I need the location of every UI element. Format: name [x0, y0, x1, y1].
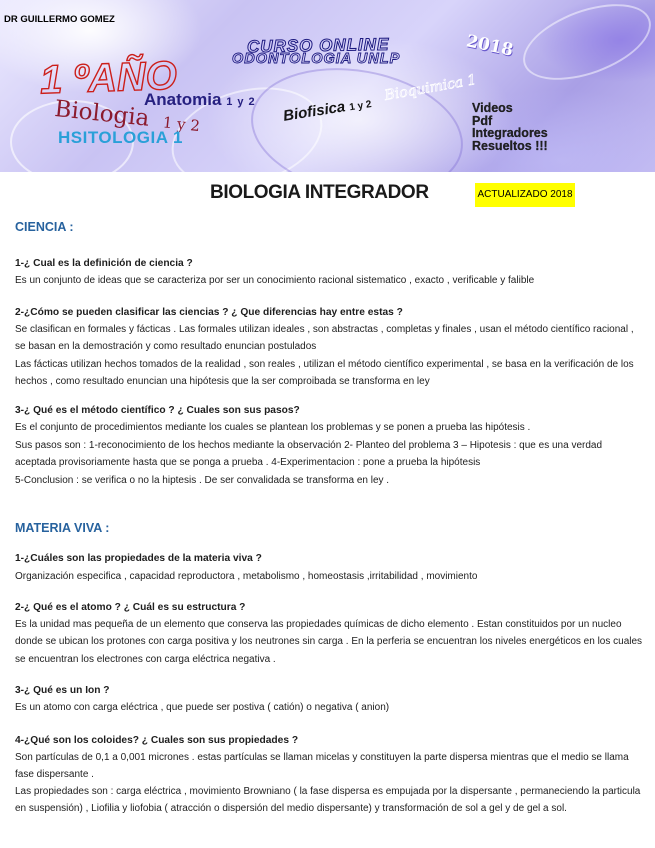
- question-title: 3-¿ Qué es un Ion ?: [15, 685, 110, 696]
- subject-anatomia-label: Anatomia: [144, 90, 222, 109]
- header-banner: [0, 0, 655, 172]
- section-heading: MATERIA VIVA :: [15, 521, 110, 535]
- subject-bioquimica: Bioquimica 1: [383, 72, 478, 104]
- subject-biologia-label: Biologia: [53, 96, 151, 132]
- grade-label: 1 ºAÑO: [39, 53, 178, 103]
- question-title: 2-¿Cómo se pueden clasificar las ciencias ? ¿ Que diferencias hay entre estas ?: [15, 307, 403, 318]
- answer-text: Son partículas de 0,1 a 0,001 micrones . estas partículas se llaman micelas y constituyen la parte dispersa mientras que el medio se llama fase dispersante .: [15, 752, 629, 781]
- resource-item: Resueltos !!!: [472, 138, 548, 153]
- author-name: DR GUILLERMO GOMEZ: [4, 14, 115, 25]
- subject-biofisica-levels: 1 y 2: [348, 99, 373, 114]
- answer-text: Es un conjunto de ideas que se caracteriza por ser un conocimiento racional sistematico , exacto , verificable y falible: [15, 275, 535, 286]
- question-title: 2-¿ Qué es el atomo ? ¿ Cuál es su estructura ?: [15, 602, 246, 613]
- answer-text: Se clasifican en formales y fácticas . Las formales utilizan ideales , son abstractas , completas y finales , usan el método científico racional , se basan en la demostración y como resultado enuncian postulados: [15, 324, 634, 353]
- resource-item: Pdf: [472, 113, 493, 128]
- resource-item: Integradores: [472, 126, 548, 140]
- subject-histologia: HSITOLOGIA 1: [58, 128, 184, 147]
- question-title: 1-¿Cuáles son las propiedades de la materia viva ?: [15, 553, 262, 564]
- question-title: 4-¿Qué son los coloides? ¿ Cuales son sus propiedades ?: [15, 735, 299, 746]
- answer-text: Es un atomo con carga eléctrica , que puede ser postiva ( catión) o negativa ( anion): [15, 702, 390, 713]
- course-subtitle: ODONTOLOGIA UNLP: [232, 51, 401, 67]
- section-heading: CIENCIA :: [15, 220, 74, 234]
- page-title: BIOLOGIA INTEGRADOR: [210, 182, 429, 203]
- answer-text: Las fácticas utilizan hechos tomados de la realidad , son reales , utilizan el método científico experimental , se basa en la verificación de los hechos , como resultado enuncian una hipótesis que la ser comproibada se transforma en ley: [15, 359, 634, 388]
- resources-list: [472, 102, 548, 152]
- answer-text: Sus pasos son : 1-reconocimiento de los hechos mediante la observación 2- Planteo del problema 3 – Hipotesis : que es una verdad aceptada provisoriamente hasta que se ponga a prueba . 4-Experimentacion : pone a prueba la hipótesis: [15, 440, 603, 469]
- question-title: 1-¿ Cual es la definición de ciencia ?: [15, 258, 193, 269]
- answer-text: Las propiedades son : carga eléctrica , movimiento Browniano ( la fase dispersa es empujada por la dispersante , permaneciendo la particula en suspensión) , Liofilia y liofobia ( atracción o dispersión del medio dispersante) y transformación de sol a gel y de gel a sol.: [15, 786, 641, 815]
- updated-badge: ACTUALIZADO 2018: [475, 183, 575, 207]
- answer-text: 5-Conclusion : se verifica o no la hiptesis . De ser convalidada se transforma en ley .: [15, 475, 390, 486]
- question-title: 3-¿ Qué es el método científico ? ¿ Cuales son sus pasos?: [15, 405, 300, 416]
- subject-biofisica-label: Biofisica: [282, 98, 347, 125]
- answer-text: Es el conjunto de procedimientos mediante los cuales se plantean los problemas y se ponen a prueba las hipótesis .: [15, 422, 531, 433]
- subject-anatomia-levels: 1 y 2: [226, 96, 256, 108]
- answer-text: Es la unidad mas pequeña de un elemento que conserva las propiedades químicas de dicho elemento . Estan constituidos por un nucleo donde se ubican los protones con carga positiva y los neutrones sin carga . En la perferia se encuentran los niveles energéticos en los cuales se encuentran los electrones con carga eléctrica negativa .: [15, 619, 643, 665]
- resource-item: Videos: [472, 101, 513, 115]
- course-title: CURSO ONLINE: [246, 34, 390, 57]
- subject-biologia-levels: 1 y 2: [162, 113, 201, 136]
- banner-swirl: [513, 0, 655, 95]
- answer-text: Organización especifica , capacidad reproductora , metabolismo , homeostasis ,irritabilidad , movimiento: [15, 571, 478, 582]
- banner-year: 2018: [464, 31, 515, 61]
